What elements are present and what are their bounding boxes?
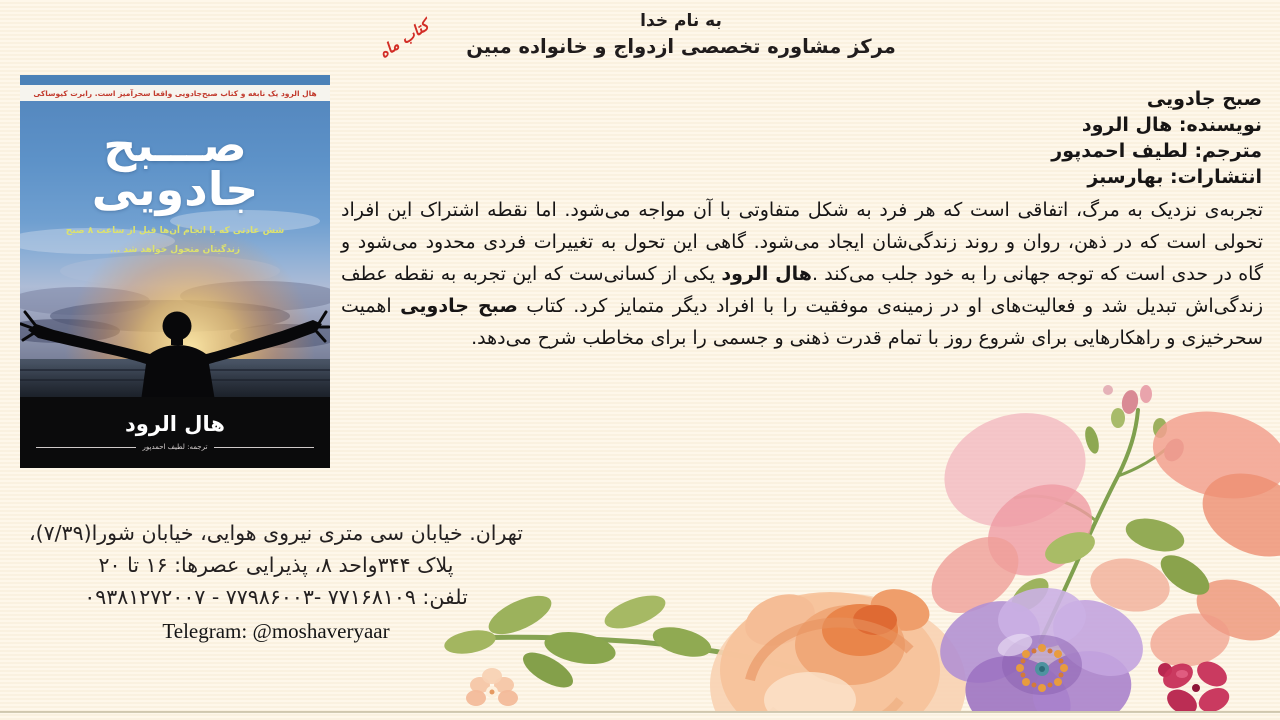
book-cover [20, 75, 330, 468]
bismillah-text: به نام خدا [640, 11, 722, 31]
book-translator: مترجم: لطیف احمدپور [1051, 140, 1262, 162]
book-description: تجربه‌ی نزدیک به مرگ، اتفاقی است که هر فرد به شکل متفاوتی با آن مواجه می‌شود. اما نقطه اشتراک این افراد تحولی است که در ذهن، روان و روند زندگی‌شان ایجاد می‌شود. گاهی این تحول به تغییرات فردی محدود می‌شود و گاه در حدی است که توجه جهانی را به خود جلب می‌کند .هال الرود یکی از کسانی‌ست که این تجربه به نقطه عطف زندگی‌اش تبدیل شد و فعالیت‌های او در زمینه‌ی موفقیت را با افراد دیگر متمایز کرد. کتاب صبح جادویی اهمیت سحرخیزی و راهکارهایی برای شروع روز با تمام قدرت ذهنی و جسمی را برای مخاطب شرح می‌دهد. [341, 199, 1264, 349]
small-blossom [466, 668, 518, 706]
cover-title-line2: جادویی [91, 162, 259, 217]
cover-title-line1: صـــبح [103, 118, 247, 172]
credit-rule-left [36, 447, 136, 448]
header [0, 11, 1280, 58]
book-title: صبح جادویی [1146, 88, 1262, 110]
credit-text: ترجمه: لطیف احمدپور [142, 443, 208, 451]
cover-author-name: هال الرود [125, 412, 225, 436]
cover-top-band [20, 75, 330, 85]
book-of-month-stamp: کتاب ماه [375, 16, 433, 62]
book-author: نویسنده: هال الرود [1081, 114, 1262, 136]
peach-rose [710, 583, 966, 711]
credit-rule-right [214, 447, 314, 448]
bottom-divider [0, 711, 1280, 713]
cover-translator-credit [36, 443, 314, 451]
center-name-text: مرکز مشاوره تخصصی ازدواج و خانواده مبین [466, 35, 896, 58]
phone-line: تلفن: ۷۷۱۶۸۱۰۹ -۷۷۹۸۶۰۰۳ - ۰۹۳۸۱۲۷۲۰۰۷ [84, 585, 468, 609]
telegram-handle: Telegram: @moshaveryaar [162, 619, 390, 643]
cover-subtitle-line1: شش عادتی که با انجام آن‌ها قبل از ساعت ۸ صبح [65, 226, 285, 236]
book-info [1051, 86, 1262, 190]
cover-subtitle-line2: زندگیتان متحول خواهد شد ... [109, 244, 241, 255]
cover-quote: هال الرود یک نابغه و کتاب صبح‌جادویی واقعا سحرآمیز است. رابرت کیوساکی [20, 85, 330, 101]
address-line-2: پلاک ۳۴۴واحد ۸، پذیرایی عصرها: ۱۶ تا ۲۰ [98, 553, 454, 577]
cover-artwork [20, 101, 330, 468]
address-line-1: تهران. خیابان سی متری نیروی هوایی، خیابان شورا(۷/۳۹)، [29, 521, 523, 545]
cover-subtitle [20, 222, 330, 260]
watercolor-flowers-illustration [430, 380, 1280, 711]
book-publisher: انتشارات: بهارسبز [1087, 166, 1262, 188]
cover-title [20, 118, 330, 217]
